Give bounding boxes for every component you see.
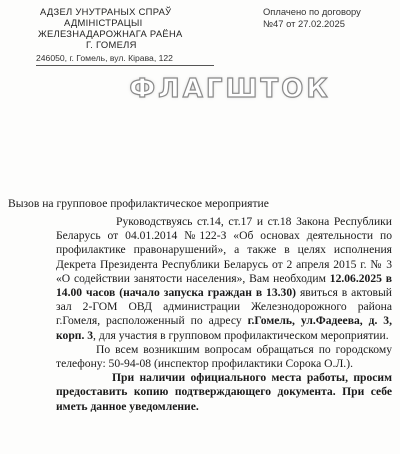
letter-subject: Вызов на групповое профилактическое мероприятие xyxy=(8,197,269,210)
paragraph-employment-note: При наличии официального места работы, просим предоставить копию подтверждающего документа. При себе иметь данное уведомление. xyxy=(56,371,392,413)
paragraph-summons xyxy=(56,215,392,343)
watermark-text: ФЛАГШТОК xyxy=(129,74,331,104)
department-line: АДЗЕЛ УНУТРАНЫХ СПРАЎ xyxy=(40,6,172,17)
department-header xyxy=(38,6,248,50)
summons-datetime: 12.06.2025 в 14.00 часов (начало запуска граждан в 13.30) xyxy=(56,271,392,300)
department-line: АДМІНІСТРАЦЫІ xyxy=(64,17,143,28)
letter-body xyxy=(56,215,392,414)
payment-notice-line: №47 от 27.02.2025 xyxy=(263,18,345,29)
summons-text: , для участия в групповом профилактическом мероприятии. xyxy=(93,328,389,342)
department-address: 246050, г. Гомель, вул. Кірава, 122 xyxy=(36,53,173,63)
summons-text: Руководствуясь ст.14, ст.17 и ст.18 Закона Республики Беларусь от 04.01.2014 №122-З «Об основах деятельности по профилактике правонарушений», а также в целях исполнения Декрета Президента Республики Беларусь от 2 апреля 2015 г. № 3 «О содействии занятости населения», Вам необходим xyxy=(56,215,392,285)
payment-notice-line: Оплачено по договору xyxy=(263,6,361,17)
watermark-stamp xyxy=(129,70,331,108)
department-line: ЖЕЛЕЗНАДАРОЖНАГА РАЁНА xyxy=(38,28,183,39)
paragraph-contact: По всем возникшим вопросам обращаться по городскому телефону: 50-94-08 (инспектор профилактики Сорока О.Л.). xyxy=(56,342,392,371)
address-underline xyxy=(36,65,214,66)
summons-text: явиться в актовый зал 2-ГОМ ОВД администрации Железнодорожного района г.Гомеля, расположенный по адресу xyxy=(56,286,392,328)
department-line: Г. ГОМЕЛЯ xyxy=(86,39,137,50)
payment-notice xyxy=(263,6,361,30)
summons-address: г.Гомель, ул.Фадеева, д. 3, корп. 3 xyxy=(56,314,393,342)
